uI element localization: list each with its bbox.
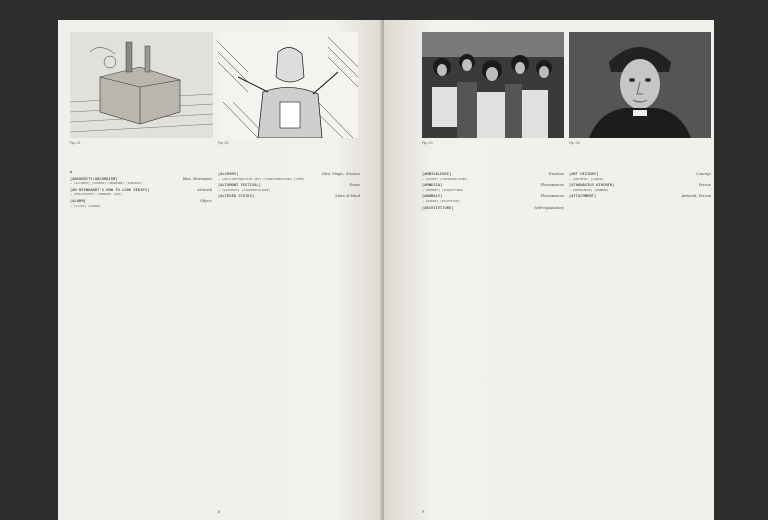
figure-apparatus-engraving bbox=[70, 32, 213, 138]
entry-cross-reference: → [CLOCK] [SOUND] bbox=[70, 203, 101, 208]
entry-title: [ALTAMONT FESTIVAL] bbox=[218, 183, 262, 188]
entry-title: [ART HISTORY] bbox=[569, 172, 599, 176]
entries-column-1 bbox=[70, 170, 212, 210]
entry-tag: Phenomenon bbox=[540, 194, 564, 199]
entry-cross-reference: → [AUTO-DESTRUCTIVE ART] [TRANSFORMATION] [TIME] bbox=[218, 176, 305, 181]
page-number: 9 bbox=[422, 510, 425, 514]
entry-title: [ATTACHMENT] bbox=[569, 194, 597, 199]
entry-cross-reference: → [ARCHIVE] [CANON] bbox=[569, 176, 604, 181]
entry-tag: Artwork bbox=[197, 187, 212, 192]
figure-caption: Fig. 03 bbox=[422, 141, 433, 145]
figure-caption: Fig. 02 bbox=[218, 141, 229, 145]
entry-cross-reference: → [ALCHEMY] [CHANCE] [MUNDANE] [PARADOX] bbox=[70, 181, 143, 186]
entry-tag: Artwork, Person bbox=[681, 194, 711, 199]
entries-column-3 bbox=[422, 170, 564, 210]
page-number: 8 bbox=[218, 510, 221, 514]
entry-title: [ABSURDITY/ABSURDISM] bbox=[70, 176, 118, 181]
entry-title: [AMBIVALENCE] bbox=[422, 172, 452, 176]
figure-crowd-photo bbox=[422, 32, 564, 138]
entry-cross-reference: → [ERROR] [EXCEPTION] bbox=[422, 198, 460, 203]
entry-cross-reference: → [VIOLENCE] [COUNTERCULTURE] bbox=[218, 187, 271, 192]
entry-title: [ALTERED STATES] bbox=[218, 194, 255, 199]
entry-cross-reference: → [DOUBT] [CONTRADICTION] bbox=[422, 176, 468, 181]
entry-title: [ALARM] bbox=[70, 198, 86, 203]
entries-column-4 bbox=[569, 170, 711, 199]
entry-tag: Phenomenon bbox=[540, 183, 564, 188]
entry-tag: Concept bbox=[696, 172, 711, 176]
entry-tag: Self-explanatory bbox=[534, 205, 564, 210]
entry-title: [AMNESIA] bbox=[422, 183, 443, 188]
entry-cross-reference: → [PHILOSOPHY] [HUMOUR] [ART] bbox=[70, 192, 123, 197]
entry-cross-reference: → [KNOWLEDGE] [WONDER] bbox=[569, 187, 609, 192]
entry-title: [ALCHEMY] bbox=[218, 172, 239, 176]
entry-tag: Person bbox=[698, 183, 711, 188]
entry-cross-reference: → [MEMORY] [FORGETTING] bbox=[422, 187, 464, 192]
left-page bbox=[58, 20, 383, 520]
entry-tag: State of Mind bbox=[335, 194, 360, 199]
entry-tag: Idea, Magic, Science bbox=[322, 172, 360, 176]
figure-portrait bbox=[569, 32, 711, 138]
entry-title: [ARCHITECTURE] bbox=[422, 205, 454, 210]
entry-tag: Emotion bbox=[548, 172, 564, 176]
entry-tag: Event bbox=[349, 183, 360, 188]
entry-title: [ATHANASIUS KIRCHER] bbox=[569, 183, 615, 188]
entry-title: [AD REINHARDT'S HOW TO LOOK SERIES] bbox=[70, 187, 150, 192]
entry-tag: Object bbox=[200, 198, 212, 203]
figure-hatched-illustration bbox=[218, 32, 358, 138]
entry-tag: Idea, Movement bbox=[182, 176, 212, 181]
figure-caption: Fig. 04 bbox=[569, 141, 580, 145]
entry-title: [ANOMALY] bbox=[422, 194, 443, 199]
right-page bbox=[384, 20, 714, 520]
figure-caption: Fig. 01 bbox=[70, 141, 81, 145]
section-letter: A bbox=[70, 170, 73, 174]
entries-column-2 bbox=[218, 170, 360, 199]
